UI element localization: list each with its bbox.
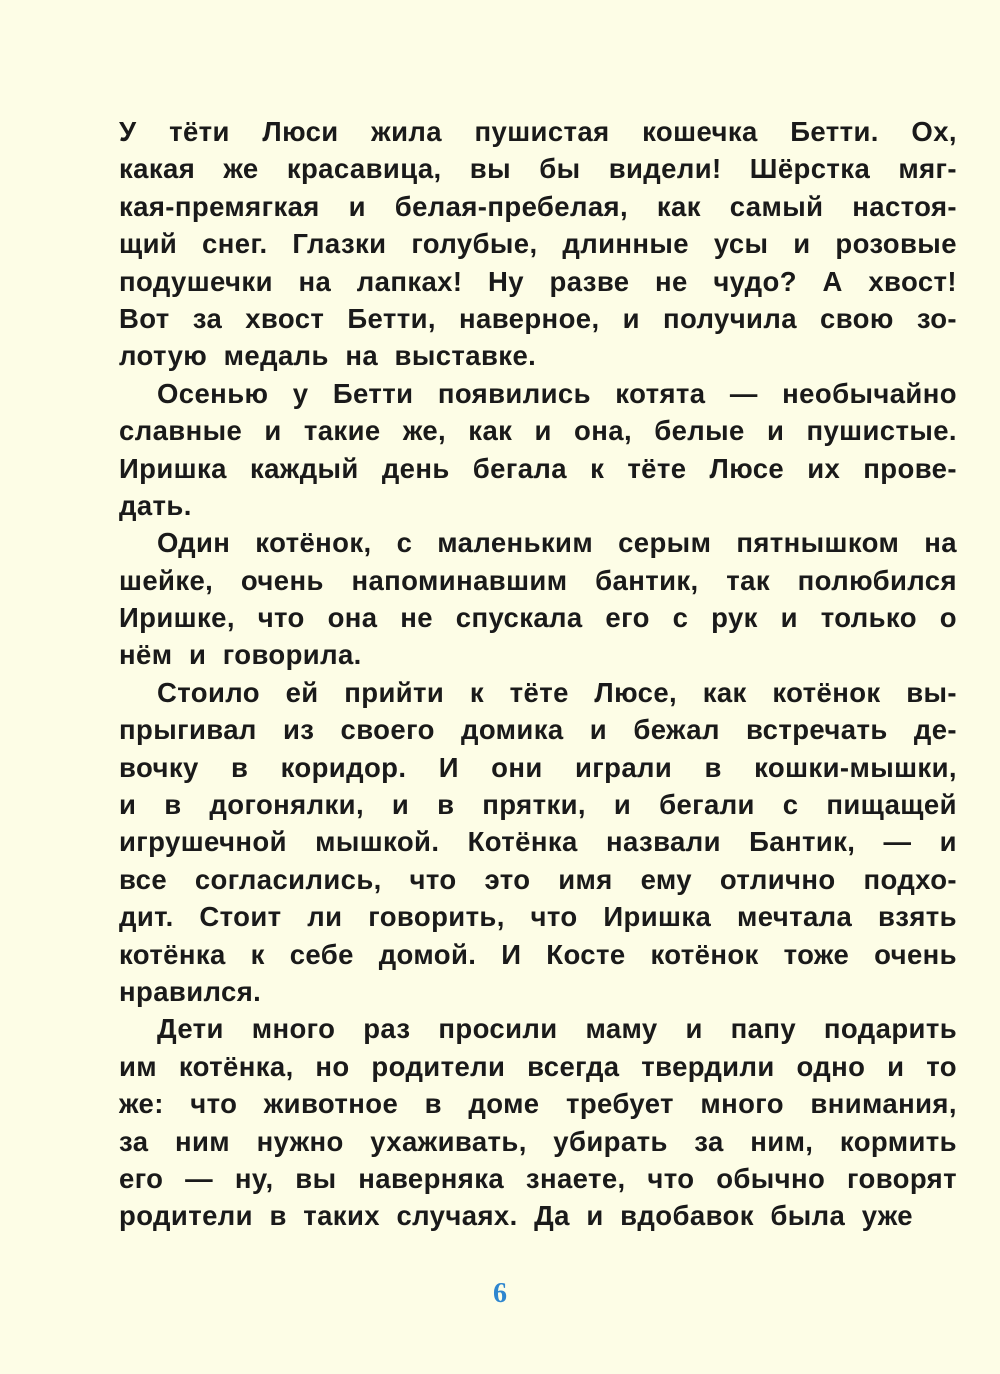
- text-line: славные и такие же, как и она, белые и пушистые.: [119, 415, 957, 447]
- text-line: Дети много раз просили маму и папу подарить: [157, 1013, 957, 1045]
- text-line: дит. Стоит ли говорить, что Иришка мечтала взять: [119, 901, 957, 933]
- text-line: нравился.: [119, 975, 262, 1007]
- paragraph: [119, 524, 957, 674]
- text-line: кая-премягкая и белая-пребелая, как самый настоя-: [119, 190, 957, 222]
- text-line: нём и говорила.: [119, 639, 362, 671]
- text-line: его — ну, вы наверняка знаете, что обычно говорят: [119, 1162, 957, 1194]
- text-line: шейке, очень напоминавшим бантик, так полюбился: [119, 564, 957, 596]
- text-line: Стоило ей прийти к тёте Люсе, как котёнок вы-: [157, 676, 957, 708]
- text-line: Один котёнок, с маленьким серым пятнышком на: [157, 527, 957, 559]
- text-line: игрушечной мышкой. Котёнка назвали Бантик, — и: [119, 826, 957, 858]
- text-line: щий снег. Глазки голубые, длинные усы и розовые: [119, 228, 957, 260]
- text-line: Осенью у Бетти появились котята — необычайно: [157, 377, 957, 409]
- text-line: все согласились, что это имя ему отлично подхо-: [119, 863, 957, 895]
- text-line: родители в таких случаях. Да и вдобавок была уже: [119, 1200, 913, 1232]
- paragraph: [119, 113, 957, 375]
- paragraph: [119, 674, 957, 1011]
- text-line: вочку в коридор. И они играли в кошки-мышки,: [119, 751, 957, 783]
- text-line: Вот за хвост Бетти, наверное, и получила свою зо-: [119, 302, 957, 334]
- text-line: подушечки на лапках! Ну разве не чудо? А хвост!: [119, 265, 957, 297]
- text-line: У тёти Люси жила пушистая кошечка Бетти. Ох,: [119, 116, 957, 147]
- text-line: же: что животное в доме требует много внимания,: [119, 1088, 957, 1120]
- story-text: [119, 113, 957, 1235]
- paragraph: [119, 1010, 957, 1234]
- page-number: 6: [493, 1278, 507, 1309]
- text-line: лотую медаль на выставке.: [119, 340, 537, 372]
- text-line: и в догонялки, и в прятки, и бегали с пищащей: [119, 789, 957, 821]
- text-line: за ним нужно ухаживать, убирать за ним, кормить: [119, 1125, 957, 1157]
- text-line: прыгивал из своего домика и бежал встречать де-: [119, 714, 957, 746]
- text-line: Иришка каждый день бегала к тёте Люсе их прове-: [119, 452, 957, 484]
- paragraph: [119, 375, 957, 525]
- text-line: котёнка к себе домой. И Косте котёнок тоже очень: [119, 938, 957, 970]
- text-line: им котёнка, но родители всегда твердили одно и то: [119, 1050, 957, 1082]
- text-line: какая же красавица, вы бы видели! Шёрстка мяг-: [119, 153, 957, 185]
- text-line: Иришке, что она не спускала его с рук и только о: [119, 602, 957, 634]
- text-line: дать.: [119, 489, 192, 521]
